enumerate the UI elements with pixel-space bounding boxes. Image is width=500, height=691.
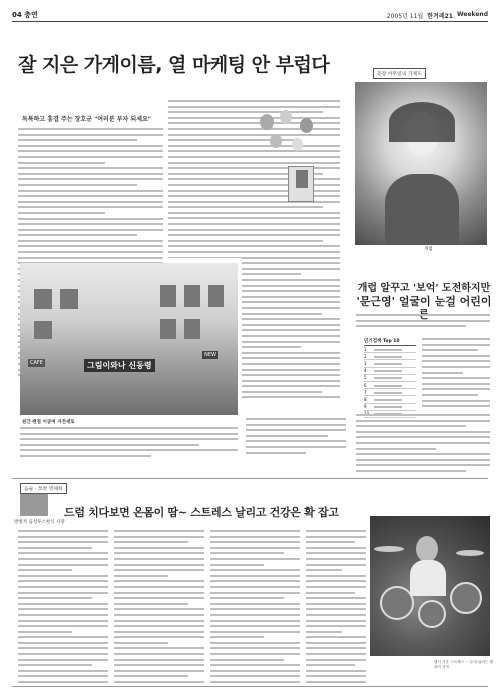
bottom-body-col4 xyxy=(306,530,366,685)
store-photo-caption xyxy=(22,419,75,425)
right-body-bottom xyxy=(356,414,490,472)
bottom-body-col2 xyxy=(114,530,204,685)
header-meta xyxy=(387,11,488,20)
photo-caption-body-right xyxy=(246,418,346,464)
table-row: 8 xyxy=(364,396,416,403)
store-sign-left: CAFE xyxy=(30,360,43,366)
rank-table-title: 인기검색 Top 10 xyxy=(364,337,416,346)
edition-name: Weekend xyxy=(456,11,488,18)
section-label-upper-right: 문장 아무일의 가제도 xyxy=(373,68,426,79)
right-body-beside-table xyxy=(422,338,490,410)
page-header xyxy=(12,10,488,22)
section-divider xyxy=(12,478,488,479)
store-photo xyxy=(20,263,238,415)
table-row: 7 xyxy=(364,389,416,396)
table-row: 6 xyxy=(364,381,416,388)
main-headline: 잘 지은 가게이름, 열 마케팅 안 부럽다 xyxy=(18,54,330,76)
paper-name: 한겨레21 xyxy=(427,13,453,20)
drum-photo xyxy=(370,516,490,656)
bottom-body-col3 xyxy=(210,530,300,685)
store-caption-text: 원간 팬점 이글여 지전세로 xyxy=(22,420,75,425)
drum-caption-text: 행사 기운 스트레스 ··· 무대 날리는 행복이 xyxy=(434,660,493,669)
photo-caption-body xyxy=(20,427,238,467)
bottom-body-col1 xyxy=(18,530,108,685)
promo-balloon-image xyxy=(250,108,336,268)
table-row: 9 xyxy=(364,403,416,410)
issue-date: 2005년 11월 xyxy=(386,13,424,20)
store-sign-right: NEW xyxy=(204,352,216,358)
table-row: 1 xyxy=(364,346,416,353)
portrait-photo xyxy=(355,82,487,245)
right-headline-line2: '문근영' 얼굴이 눈걸 어린이른 xyxy=(356,295,492,321)
column-label: 음술 · 쪼찬 영제희 xyxy=(20,483,67,494)
drum-caption-credit: 사진 xyxy=(442,665,450,669)
store-sign: 그림이와나 신동령 xyxy=(84,359,155,372)
footer-rule xyxy=(12,686,488,687)
table-row: 3 xyxy=(364,360,416,367)
table-row: 4 xyxy=(364,367,416,374)
right-headline-line1: 개럽 알꾸고 '보억' 도전하지만 xyxy=(357,283,491,294)
bottom-headline: 드럼 치다보면 온몸이 땀~ 스트레스 날리고 건강은 확 잡고 xyxy=(64,506,339,519)
page-number: 04 충연 xyxy=(12,11,38,19)
author-name: 방방적 음성투스현식 사장 xyxy=(14,520,65,525)
right-body-mid xyxy=(356,314,490,334)
rank-table xyxy=(364,337,416,418)
portrait-caption: 개럽 xyxy=(424,247,433,252)
drum-photo-caption xyxy=(434,660,494,670)
author-photo xyxy=(20,494,48,516)
table-row: 2 xyxy=(364,353,416,360)
article-subhead: 독특하고 흥겹 주는 장호군 "여러분 부자 되세요" xyxy=(22,116,151,123)
right-body-top xyxy=(354,120,356,122)
table-row: 5 xyxy=(364,374,416,381)
